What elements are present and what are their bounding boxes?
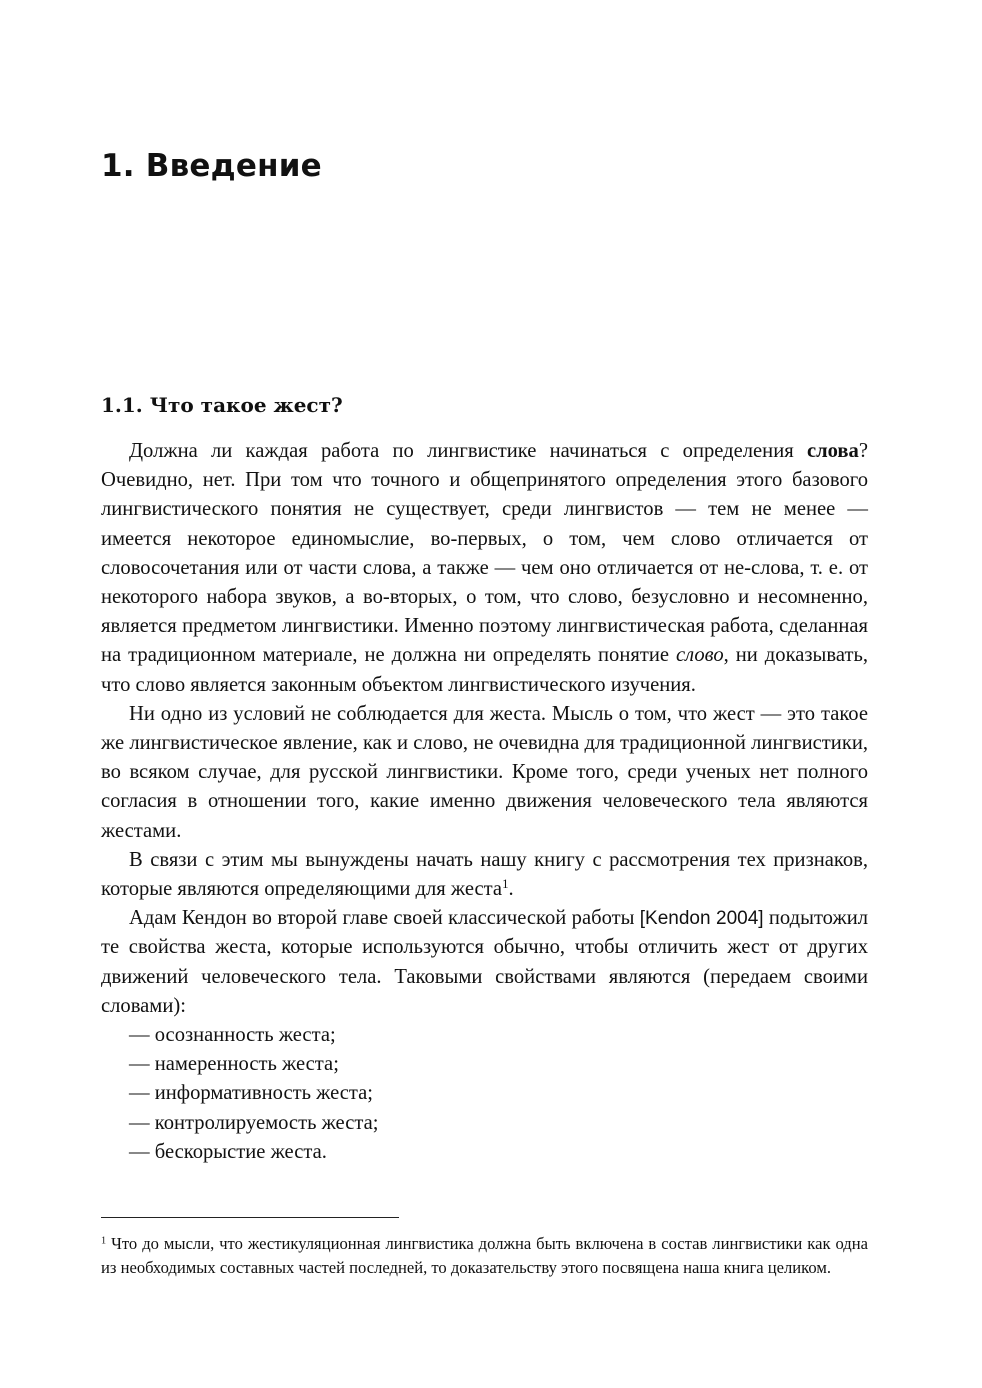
citation-kendon-2004: [Kendon 2004] [639,908,764,930]
section-title: 1.1. Что такое жест? [101,393,343,417]
paragraph-1-text-b: ? Очевидно, нет. При том что точного и общепринятого определения этого базового лингвистического понятия не существует, среди лингвистов — тем не менее — имеется некоторое единомыслие, во-первых, о том, чем слово отличается от словосочетания или от части слова, а также — чем оно отличается от не-слова, т. е. от некоторого набора звуков, а во-вторых, о том, что слово, безусловно и несомненно, является предметом лингвистики. Именно поэтому лингвистическая работа, сделанная на традиционном материале, не должна ни определять понятие [101,440,868,667]
footnote [101,1232,868,1279]
list-item: — осознанность жеста; [129,1024,336,1047]
footnote-divider [101,1217,399,1218]
list-item: — информативность жеста; [129,1082,374,1105]
paragraph-1-text-c: , ни доказывать, что слово является законным объектом лингвистического изучения. [101,644,868,696]
paragraph-4 [101,904,868,1021]
paragraph-1 [101,437,868,700]
paragraph-1-text-a: Должна ли каждая работа по лингвистике начинаться с определения [129,440,807,462]
term-slovo-italic: слово [676,644,724,667]
paragraph-4-text-a: Адам Кендон во второй главе своей классической работы [129,907,640,930]
term-slova-bold: слова [806,440,859,462]
paragraph-3 [101,846,868,904]
paragraph-3-text: В связи с этим мы вынуждены начать нашу книгу с рассмотрения тех признаков, которые являются определяющими для жеста [101,848,868,901]
chapter-title: 1. Введение [101,148,322,184]
list-item: — бескорыстие жеста. [129,1140,327,1163]
list-item: — намеренность жеста; [129,1053,339,1076]
list-item: — контролируемость жеста; [129,1111,379,1134]
body-text [101,437,868,1167]
paragraph-2: Ни одно из условий не соблюдается для жеста. Мысль о том, что жест — это такое же лингвистическое явление, как и слово, не очевидна для традиционной лингвистики, во всяком случае, для русской лингвистики. Кроме того, среди ученых нет полного согласия в отношении того, какие именно движения человеческого тела являются жестами. [101,702,868,842]
paragraph-4-text-b: подытожил те свойства жеста, которые используются обычно, чтобы отличить жест от других движений человеческого тела. Таковыми свойствами являются (передаем своими словами): [101,907,868,1017]
footnote-reference[interactable]: 1 [502,877,509,892]
paragraph-3-end: . [508,878,514,901]
footnote-number: 1 [101,1235,107,1247]
footnote-text: Что до мысли, что жестикуляционная лингвистика должна быть включена в состав лингвистики как одна из необходимых составных частей последней, то доказательству этого посвящена наша книга целиком. [101,1234,868,1277]
